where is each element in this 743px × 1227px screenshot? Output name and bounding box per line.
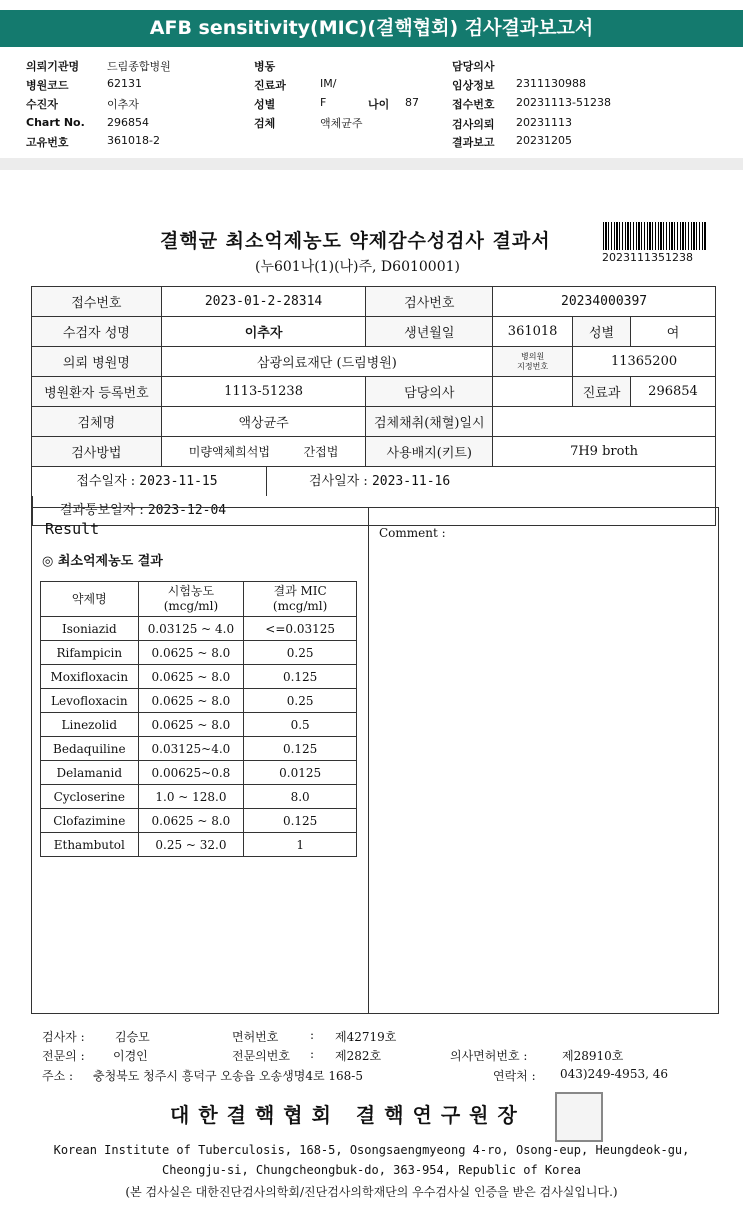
receipt-no: 2023-01-2-28314: [161, 287, 366, 317]
table-row: [41, 617, 357, 641]
colon: :: [310, 1028, 315, 1042]
table-row: [41, 737, 357, 761]
contact-label: 연락처 :: [493, 1069, 536, 1083]
specimen: 액상균주: [161, 407, 366, 437]
report-banner-title: AFB sensitivity(MIC)(결핵협회) 검사결과보고서: [0, 10, 743, 47]
specialist-no: 제282호: [335, 1049, 382, 1063]
medium: 7H9 broth: [493, 437, 716, 467]
tested-label: 검사일자 :: [309, 474, 368, 489]
drug-name: Ethambutol: [41, 833, 139, 857]
drug-name: Levofloxacin: [41, 689, 139, 713]
examiner: 김승모: [115, 1030, 150, 1044]
header-value: 2311130988: [516, 77, 586, 90]
contact: 043)249-4953, 46: [560, 1067, 668, 1081]
patient-name-label: 수검자 성명: [32, 317, 162, 347]
specialist-label: 전문의 :: [42, 1049, 85, 1063]
mic-value: <=0.03125: [244, 617, 357, 641]
section-divider: [0, 158, 743, 170]
test-range: 0.00625~0.8: [138, 761, 244, 785]
mic-value: 8.0: [244, 785, 357, 809]
header-value: 드림종합병원: [107, 60, 171, 73]
table-row: [41, 809, 357, 833]
header-label: 성별: [254, 98, 276, 111]
test-range: 0.0625 ~ 8.0: [138, 713, 244, 737]
table-row: [41, 665, 357, 689]
organization-name: 대한결핵협회 결핵연구원장: [170, 1103, 526, 1127]
table-row: [41, 689, 357, 713]
method-label: 검사방법: [32, 437, 162, 467]
doctor: [493, 377, 573, 407]
tested-date: 2023-11-16: [371, 474, 451, 489]
mic-value: 0.25: [244, 641, 357, 665]
method: 미량액체희석법: [188, 445, 270, 459]
header-label: 나이: [368, 98, 390, 111]
sex-label: 성별: [573, 317, 631, 347]
patient-name: 이추자: [161, 317, 366, 347]
hospital-code-label: [493, 347, 573, 377]
test-range: 0.03125~4.0: [138, 737, 244, 761]
range-header-line-1: 시험농도: [167, 584, 215, 598]
patient-info-table: [31, 286, 716, 526]
reported-date: 2023-12-04: [147, 503, 227, 518]
english-address-line-2: Cheongju-si, Chungcheongbuk-do, 363-954, Republic of Korea: [161, 1163, 582, 1177]
address: 충청북도 청주시 흥덕구 오송읍 오송생명4로 168-5: [93, 1069, 363, 1083]
license: 제42719호: [335, 1030, 397, 1044]
test-range: 1.0 ~ 128.0: [138, 785, 244, 809]
table-row: [32, 347, 716, 377]
method-2: 간접법: [303, 445, 339, 459]
hospital-code-label-1: 병의원: [521, 351, 545, 361]
examiner-label: 검사자 :: [42, 1030, 85, 1044]
drug-name: Moxifloxacin: [41, 665, 139, 689]
report-subtitle: (누601나(1)(나)주, D6010001): [255, 259, 460, 275]
header-value: 20231205: [516, 134, 572, 147]
mic-header-line-1: 결과 MIC: [273, 584, 327, 598]
medium-label: 사용배지(키트): [366, 437, 493, 467]
header-label: 임상정보: [452, 79, 495, 92]
header-label: 고유번호: [26, 136, 69, 149]
header-value: 361018-2: [107, 134, 160, 147]
license-label: 면허번호: [232, 1030, 279, 1044]
table-row: [32, 407, 716, 437]
table-row: [41, 761, 357, 785]
table-row: [41, 713, 357, 737]
comment-box: [367, 507, 719, 1014]
header-label: 담당의사: [452, 60, 495, 73]
header-value: 87: [405, 96, 419, 109]
table-row: [41, 785, 357, 809]
header-value: 이추자: [107, 98, 139, 111]
birth-label: 생년월일: [366, 317, 493, 347]
hospital-code: 11365200: [573, 347, 716, 377]
header-value: 62131: [107, 77, 142, 90]
barcode-number: 2023111351238: [602, 251, 693, 264]
mic-table: [40, 581, 357, 857]
certification-note: (본 검사실은 대한진단검사의학회/진단검사의학재단의 우수검사실 인증을 받은 검사실입니다.): [125, 1185, 618, 1199]
reg-no-label: 병원환자 등록번호: [32, 377, 162, 407]
barcode: [603, 222, 706, 250]
test-range: 0.0625 ~ 8.0: [138, 641, 244, 665]
hospital-code-label-2: 지정번호: [517, 361, 549, 371]
header-value: F: [320, 96, 327, 109]
drug-name: Rifampicin: [41, 641, 139, 665]
mic-value: 0.5: [244, 713, 357, 737]
mic-value: 0.125: [244, 665, 357, 689]
table-row: [41, 833, 357, 857]
hospital-label: 의뢰 병원명: [32, 347, 162, 377]
reported-label: 결과통보일자 :: [59, 503, 144, 518]
collection-label: 검체채취(채혈)일시: [366, 407, 493, 437]
specialist: 이경인: [113, 1049, 148, 1063]
header-label: Chart No.: [26, 116, 85, 129]
dept: 296854: [631, 377, 716, 407]
header-label: 검사의뢰: [452, 118, 495, 131]
test-no: 20234000397: [493, 287, 716, 317]
header-label: 병동: [254, 60, 276, 73]
doctor-license-label: 의사면허번호 :: [450, 1049, 528, 1063]
official-seal-icon: [555, 1092, 603, 1142]
table-row: [32, 287, 716, 317]
header-value: IM/: [320, 77, 337, 90]
comment-label: Comment :: [379, 526, 446, 540]
header-label: 접수번호: [452, 98, 495, 111]
report-title: 결핵균 최소억제농도 약제감수성검사 결과서: [160, 230, 551, 252]
scanned-report: [0, 170, 743, 1227]
table-row: [32, 317, 716, 347]
mic-section-title: ◎ 최소억제농도 결과: [42, 554, 163, 569]
header-label: 의뢰기관명: [26, 60, 80, 73]
received-label: 접수일자 :: [76, 474, 136, 489]
table-row: [41, 641, 357, 665]
test-no-label: 검사번호: [366, 287, 493, 317]
reg-no: 1113-51238: [161, 377, 366, 407]
mic-header-line-2: (mcg/ml): [272, 599, 328, 613]
test-range: 0.0625 ~ 8.0: [138, 689, 244, 713]
test-range: 0.0625 ~ 8.0: [138, 665, 244, 689]
mic-header: [244, 582, 357, 617]
dept-label: 진료과: [573, 377, 631, 407]
address-label: 주소 :: [42, 1069, 74, 1083]
header-value: 액체균주: [320, 117, 363, 130]
mic-value: 0.0125: [244, 761, 357, 785]
english-address-line-1: Korean Institute of Tuberculosis, 168-5, Osongsaengmyeong 4-ro, Osong-eup, Heungdeok-gu,: [53, 1143, 690, 1157]
collection: [493, 407, 716, 437]
method-cell: [161, 437, 366, 467]
result-title: Result: [45, 520, 100, 538]
drug-name: Bedaquiline: [41, 737, 139, 761]
range-header: [138, 582, 244, 617]
range-header-line-2: (mcg/ml): [163, 599, 219, 613]
header-label: 검체: [254, 117, 276, 130]
drug-name: Isoniazid: [41, 617, 139, 641]
test-range: 0.03125 ~ 4.0: [138, 617, 244, 641]
test-range: 0.25 ~ 32.0: [138, 833, 244, 857]
header-label: 진료과: [254, 79, 286, 92]
mic-value: 0.125: [244, 809, 357, 833]
drug-name: Clofazimine: [41, 809, 139, 833]
mic-header-row: [41, 582, 357, 617]
header-value: 20231113-51238: [516, 96, 611, 109]
mic-value: 0.125: [244, 737, 357, 761]
test-range: 0.0625 ~ 8.0: [138, 809, 244, 833]
mic-value: 1: [244, 833, 357, 857]
header-label: 결과보고: [452, 136, 495, 149]
drug-name: Delamanid: [41, 761, 139, 785]
birth: 361018: [493, 317, 573, 347]
drug-name: Cycloserine: [41, 785, 139, 809]
drug-name: Linezolid: [41, 713, 139, 737]
doctor-label: 담당의사: [366, 377, 493, 407]
result-box: [31, 507, 369, 1014]
header-label: 병원코드: [26, 79, 69, 92]
mic-value: 0.25: [244, 689, 357, 713]
specimen-label: 검체명: [32, 407, 162, 437]
sex: 여: [631, 317, 716, 347]
header-value: 20231113: [516, 116, 572, 129]
hospital: 삼광의료재단 (드림병원): [161, 347, 492, 377]
table-row: [32, 377, 716, 407]
header-value: 296854: [107, 116, 149, 129]
colon: :: [310, 1047, 315, 1061]
receipt-no-label: 접수번호: [32, 287, 162, 317]
received-date: 2023-11-15: [139, 474, 218, 489]
table-row: [32, 437, 716, 467]
drug-header: 약제명: [41, 582, 139, 617]
doctor-license: 제28910호: [562, 1049, 624, 1063]
specialist-no-label: 전문의번호: [232, 1049, 290, 1063]
header-label: 수진자: [26, 98, 58, 111]
